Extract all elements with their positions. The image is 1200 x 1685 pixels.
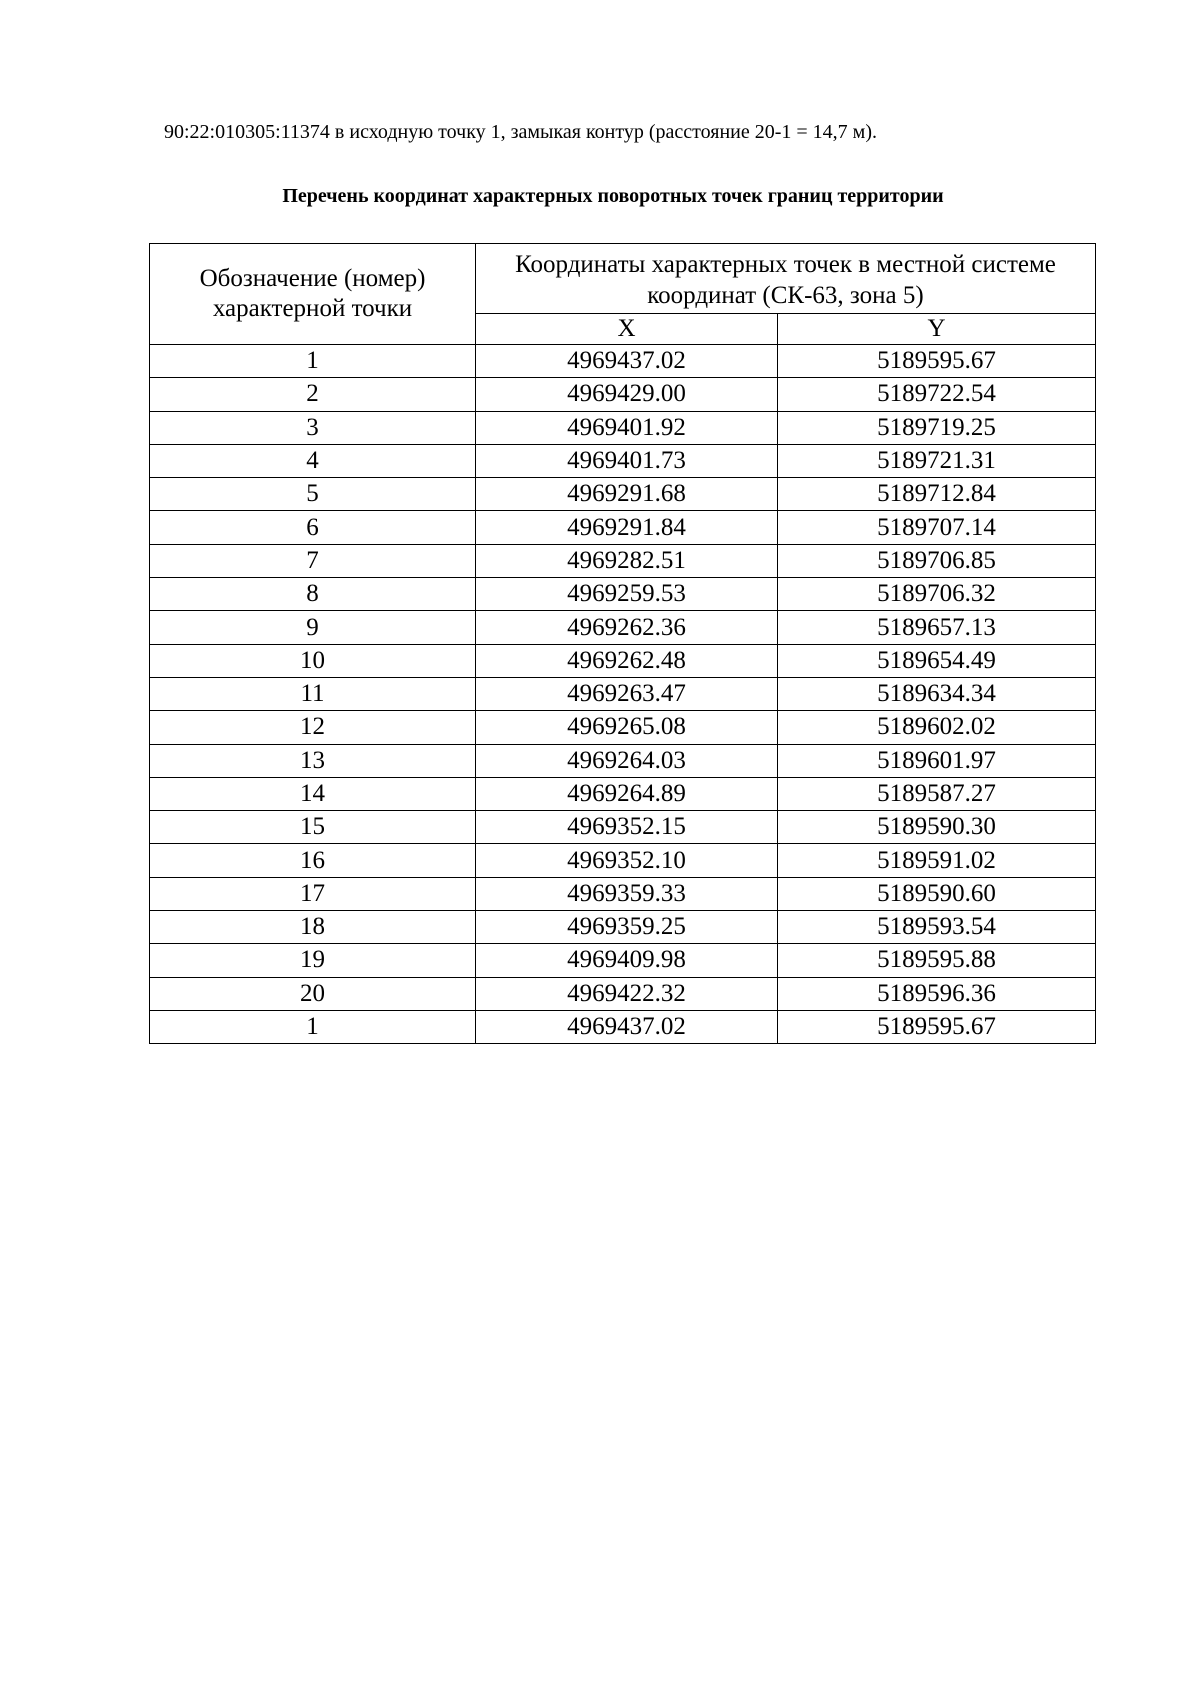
y-coordinate-cell: 5189591.02 xyxy=(778,844,1096,877)
point-number-cell: 6 xyxy=(150,511,476,544)
point-number-cell: 1 xyxy=(150,1010,476,1043)
y-coordinate-cell: 5189587.27 xyxy=(778,777,1096,810)
table-row xyxy=(150,644,1096,677)
intro-paragraph: 90:22:010305:11374 в исходную точку 1, замыкая контур (расстояние 20-1 = 14,7 м). xyxy=(164,121,877,143)
header-x: X xyxy=(476,314,778,345)
x-coordinate-cell: 4969262.36 xyxy=(476,611,778,644)
y-coordinate-cell: 5189602.02 xyxy=(778,711,1096,744)
table-row xyxy=(150,911,1096,944)
table-row xyxy=(150,877,1096,910)
table-row xyxy=(150,511,1096,544)
y-coordinate-cell: 5189657.13 xyxy=(778,611,1096,644)
point-number-cell: 19 xyxy=(150,944,476,977)
x-coordinate-cell: 4969437.02 xyxy=(476,345,778,378)
table-row xyxy=(150,478,1096,511)
point-number-cell: 17 xyxy=(150,877,476,910)
point-number-cell: 18 xyxy=(150,911,476,944)
y-coordinate-cell: 5189596.36 xyxy=(778,977,1096,1010)
header-coordinates-group: Координаты характерных точек в местной системе координат (СК-63, зона 5) xyxy=(476,244,1096,314)
y-coordinate-cell: 5189634.34 xyxy=(778,677,1096,710)
point-number-cell: 1 xyxy=(150,345,476,378)
x-coordinate-cell: 4969264.89 xyxy=(476,777,778,810)
x-coordinate-cell: 4969359.25 xyxy=(476,911,778,944)
x-coordinate-cell: 4969359.33 xyxy=(476,877,778,910)
y-coordinate-cell: 5189601.97 xyxy=(778,744,1096,777)
table-row xyxy=(150,544,1096,577)
y-coordinate-cell: 5189706.32 xyxy=(778,578,1096,611)
header-point-designation: Обозначение (номер) характерной точки xyxy=(150,244,476,345)
table-row xyxy=(150,944,1096,977)
y-coordinate-cell: 5189595.67 xyxy=(778,1010,1096,1043)
y-coordinate-cell: 5189593.54 xyxy=(778,911,1096,944)
y-coordinate-cell: 5189590.60 xyxy=(778,877,1096,910)
x-coordinate-cell: 4969259.53 xyxy=(476,578,778,611)
table-row xyxy=(150,777,1096,810)
table-row xyxy=(150,711,1096,744)
coordinates-table-body xyxy=(150,345,1096,1044)
x-coordinate-cell: 4969291.84 xyxy=(476,511,778,544)
y-coordinate-cell: 5189706.85 xyxy=(778,544,1096,577)
point-number-cell: 13 xyxy=(150,744,476,777)
point-number-cell: 4 xyxy=(150,444,476,477)
point-number-cell: 5 xyxy=(150,478,476,511)
coordinates-table xyxy=(149,243,1096,1044)
point-number-cell: 2 xyxy=(150,378,476,411)
x-coordinate-cell: 4969409.98 xyxy=(476,944,778,977)
point-number-cell: 16 xyxy=(150,844,476,877)
x-coordinate-cell: 4969264.03 xyxy=(476,744,778,777)
table-row xyxy=(150,411,1096,444)
point-number-cell: 20 xyxy=(150,977,476,1010)
point-number-cell: 9 xyxy=(150,611,476,644)
table-row xyxy=(150,444,1096,477)
y-coordinate-cell: 5189595.88 xyxy=(778,944,1096,977)
point-number-cell: 11 xyxy=(150,677,476,710)
y-coordinate-cell: 5189595.67 xyxy=(778,345,1096,378)
table-row xyxy=(150,744,1096,777)
x-coordinate-cell: 4969401.73 xyxy=(476,444,778,477)
y-coordinate-cell: 5189721.31 xyxy=(778,444,1096,477)
point-number-cell: 12 xyxy=(150,711,476,744)
x-coordinate-cell: 4969437.02 xyxy=(476,1010,778,1043)
table-row xyxy=(150,977,1096,1010)
x-coordinate-cell: 4969262.48 xyxy=(476,644,778,677)
y-coordinate-cell: 5189712.84 xyxy=(778,478,1096,511)
x-coordinate-cell: 4969282.51 xyxy=(476,544,778,577)
point-number-cell: 14 xyxy=(150,777,476,810)
x-coordinate-cell: 4969265.08 xyxy=(476,711,778,744)
x-coordinate-cell: 4969291.68 xyxy=(476,478,778,511)
table-row xyxy=(150,578,1096,611)
table-row xyxy=(150,1010,1096,1043)
point-number-cell: 8 xyxy=(150,578,476,611)
table-row xyxy=(150,811,1096,844)
x-coordinate-cell: 4969401.92 xyxy=(476,411,778,444)
table-row xyxy=(150,345,1096,378)
point-number-cell: 3 xyxy=(150,411,476,444)
table-row xyxy=(150,844,1096,877)
document-title: Перечень координат характерных поворотных точек границ территории xyxy=(282,185,944,207)
x-coordinate-cell: 4969263.47 xyxy=(476,677,778,710)
x-coordinate-cell: 4969429.00 xyxy=(476,378,778,411)
point-number-cell: 7 xyxy=(150,544,476,577)
x-coordinate-cell: 4969352.15 xyxy=(476,811,778,844)
table-row xyxy=(150,677,1096,710)
table-row xyxy=(150,611,1096,644)
y-coordinate-cell: 5189722.54 xyxy=(778,378,1096,411)
point-number-cell: 10 xyxy=(150,644,476,677)
x-coordinate-cell: 4969422.32 xyxy=(476,977,778,1010)
point-number-cell: 15 xyxy=(150,811,476,844)
header-y: Y xyxy=(778,314,1096,345)
table-row xyxy=(150,378,1096,411)
y-coordinate-cell: 5189707.14 xyxy=(778,511,1096,544)
y-coordinate-cell: 5189654.49 xyxy=(778,644,1096,677)
y-coordinate-cell: 5189590.30 xyxy=(778,811,1096,844)
x-coordinate-cell: 4969352.10 xyxy=(476,844,778,877)
y-coordinate-cell: 5189719.25 xyxy=(778,411,1096,444)
